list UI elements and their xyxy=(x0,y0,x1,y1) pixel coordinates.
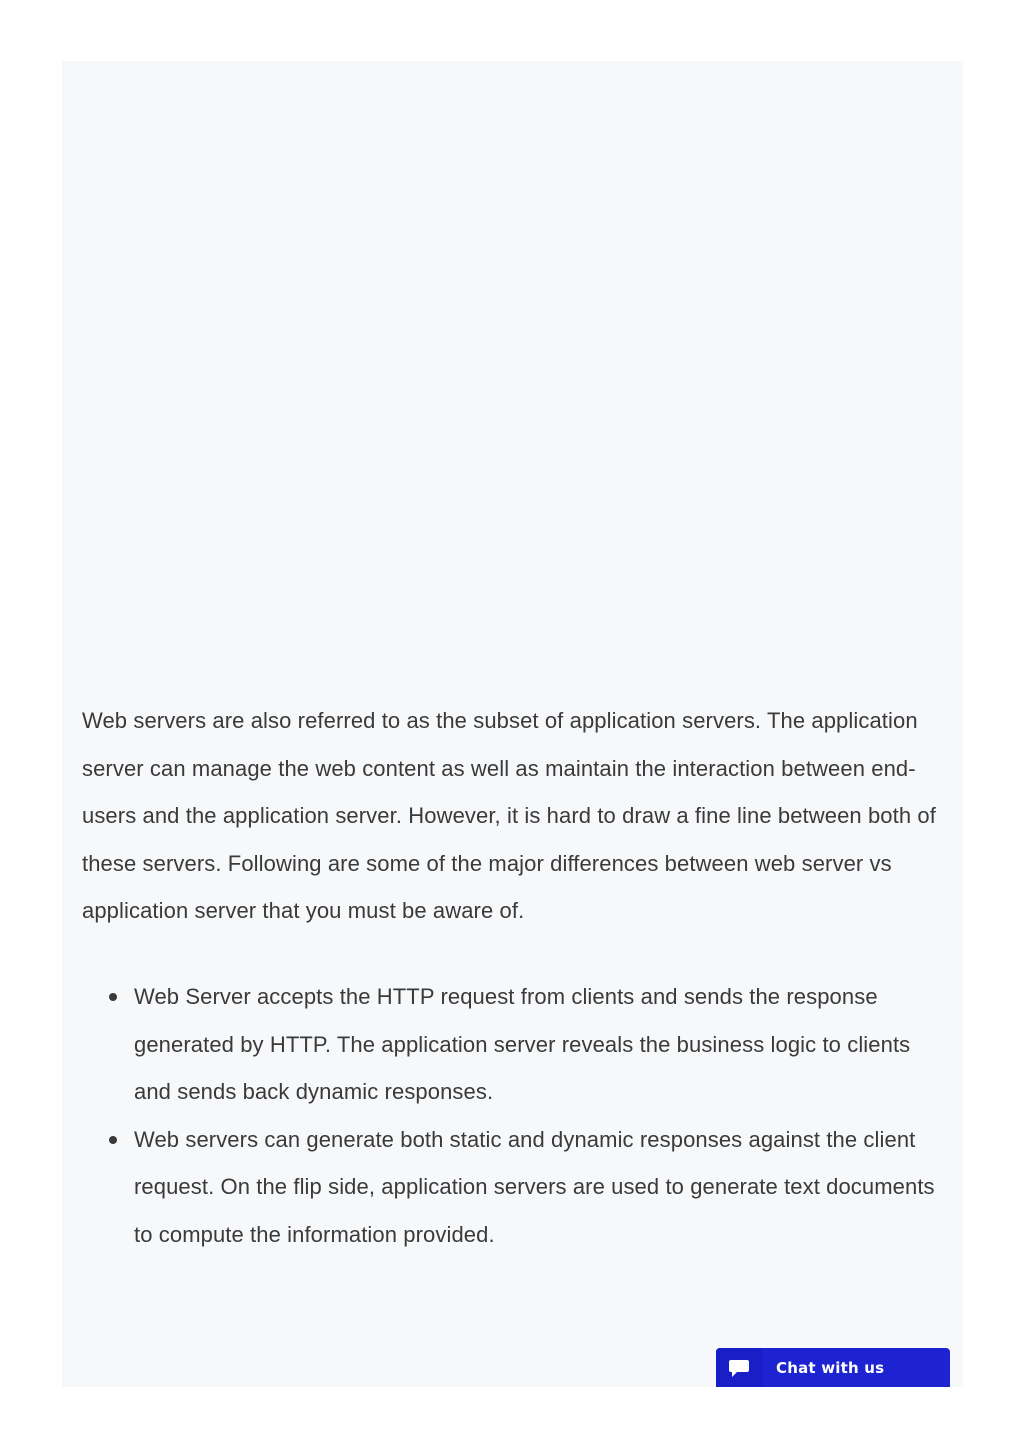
intro-paragraph: Web servers are also referred to as the subset of application servers. The application server can manage the web content as well as maintain the interaction between end-users and the application server. However, it is hard to draw a fine line between both of these servers. Following are some of the major differences between web server vs application server that you must be aware of. xyxy=(82,708,936,924)
differences-list xyxy=(82,973,947,1259)
list-item-text: Web Server accepts the HTTP request from clients and sends the response generated by HTTP. The application server reveals the business logic to clients and sends back dynamic responses. xyxy=(134,983,911,1105)
bullet-icon xyxy=(109,993,117,1001)
bullet-icon xyxy=(109,1136,117,1144)
chat-bubble-icon xyxy=(716,1348,762,1387)
chat-with-us-button[interactable] xyxy=(716,1348,950,1387)
chat-button-label: Chat with us xyxy=(776,1358,885,1377)
list-item xyxy=(134,1116,947,1259)
media-placeholder xyxy=(62,61,963,691)
article-content xyxy=(82,697,947,1259)
list-item-text: Web servers can generate both static and dynamic responses against the client request. On the flip side, application servers are used to generate text documents to compute the information provided. xyxy=(134,1126,935,1247)
list-item xyxy=(134,973,947,1116)
article-panel xyxy=(62,61,963,1387)
